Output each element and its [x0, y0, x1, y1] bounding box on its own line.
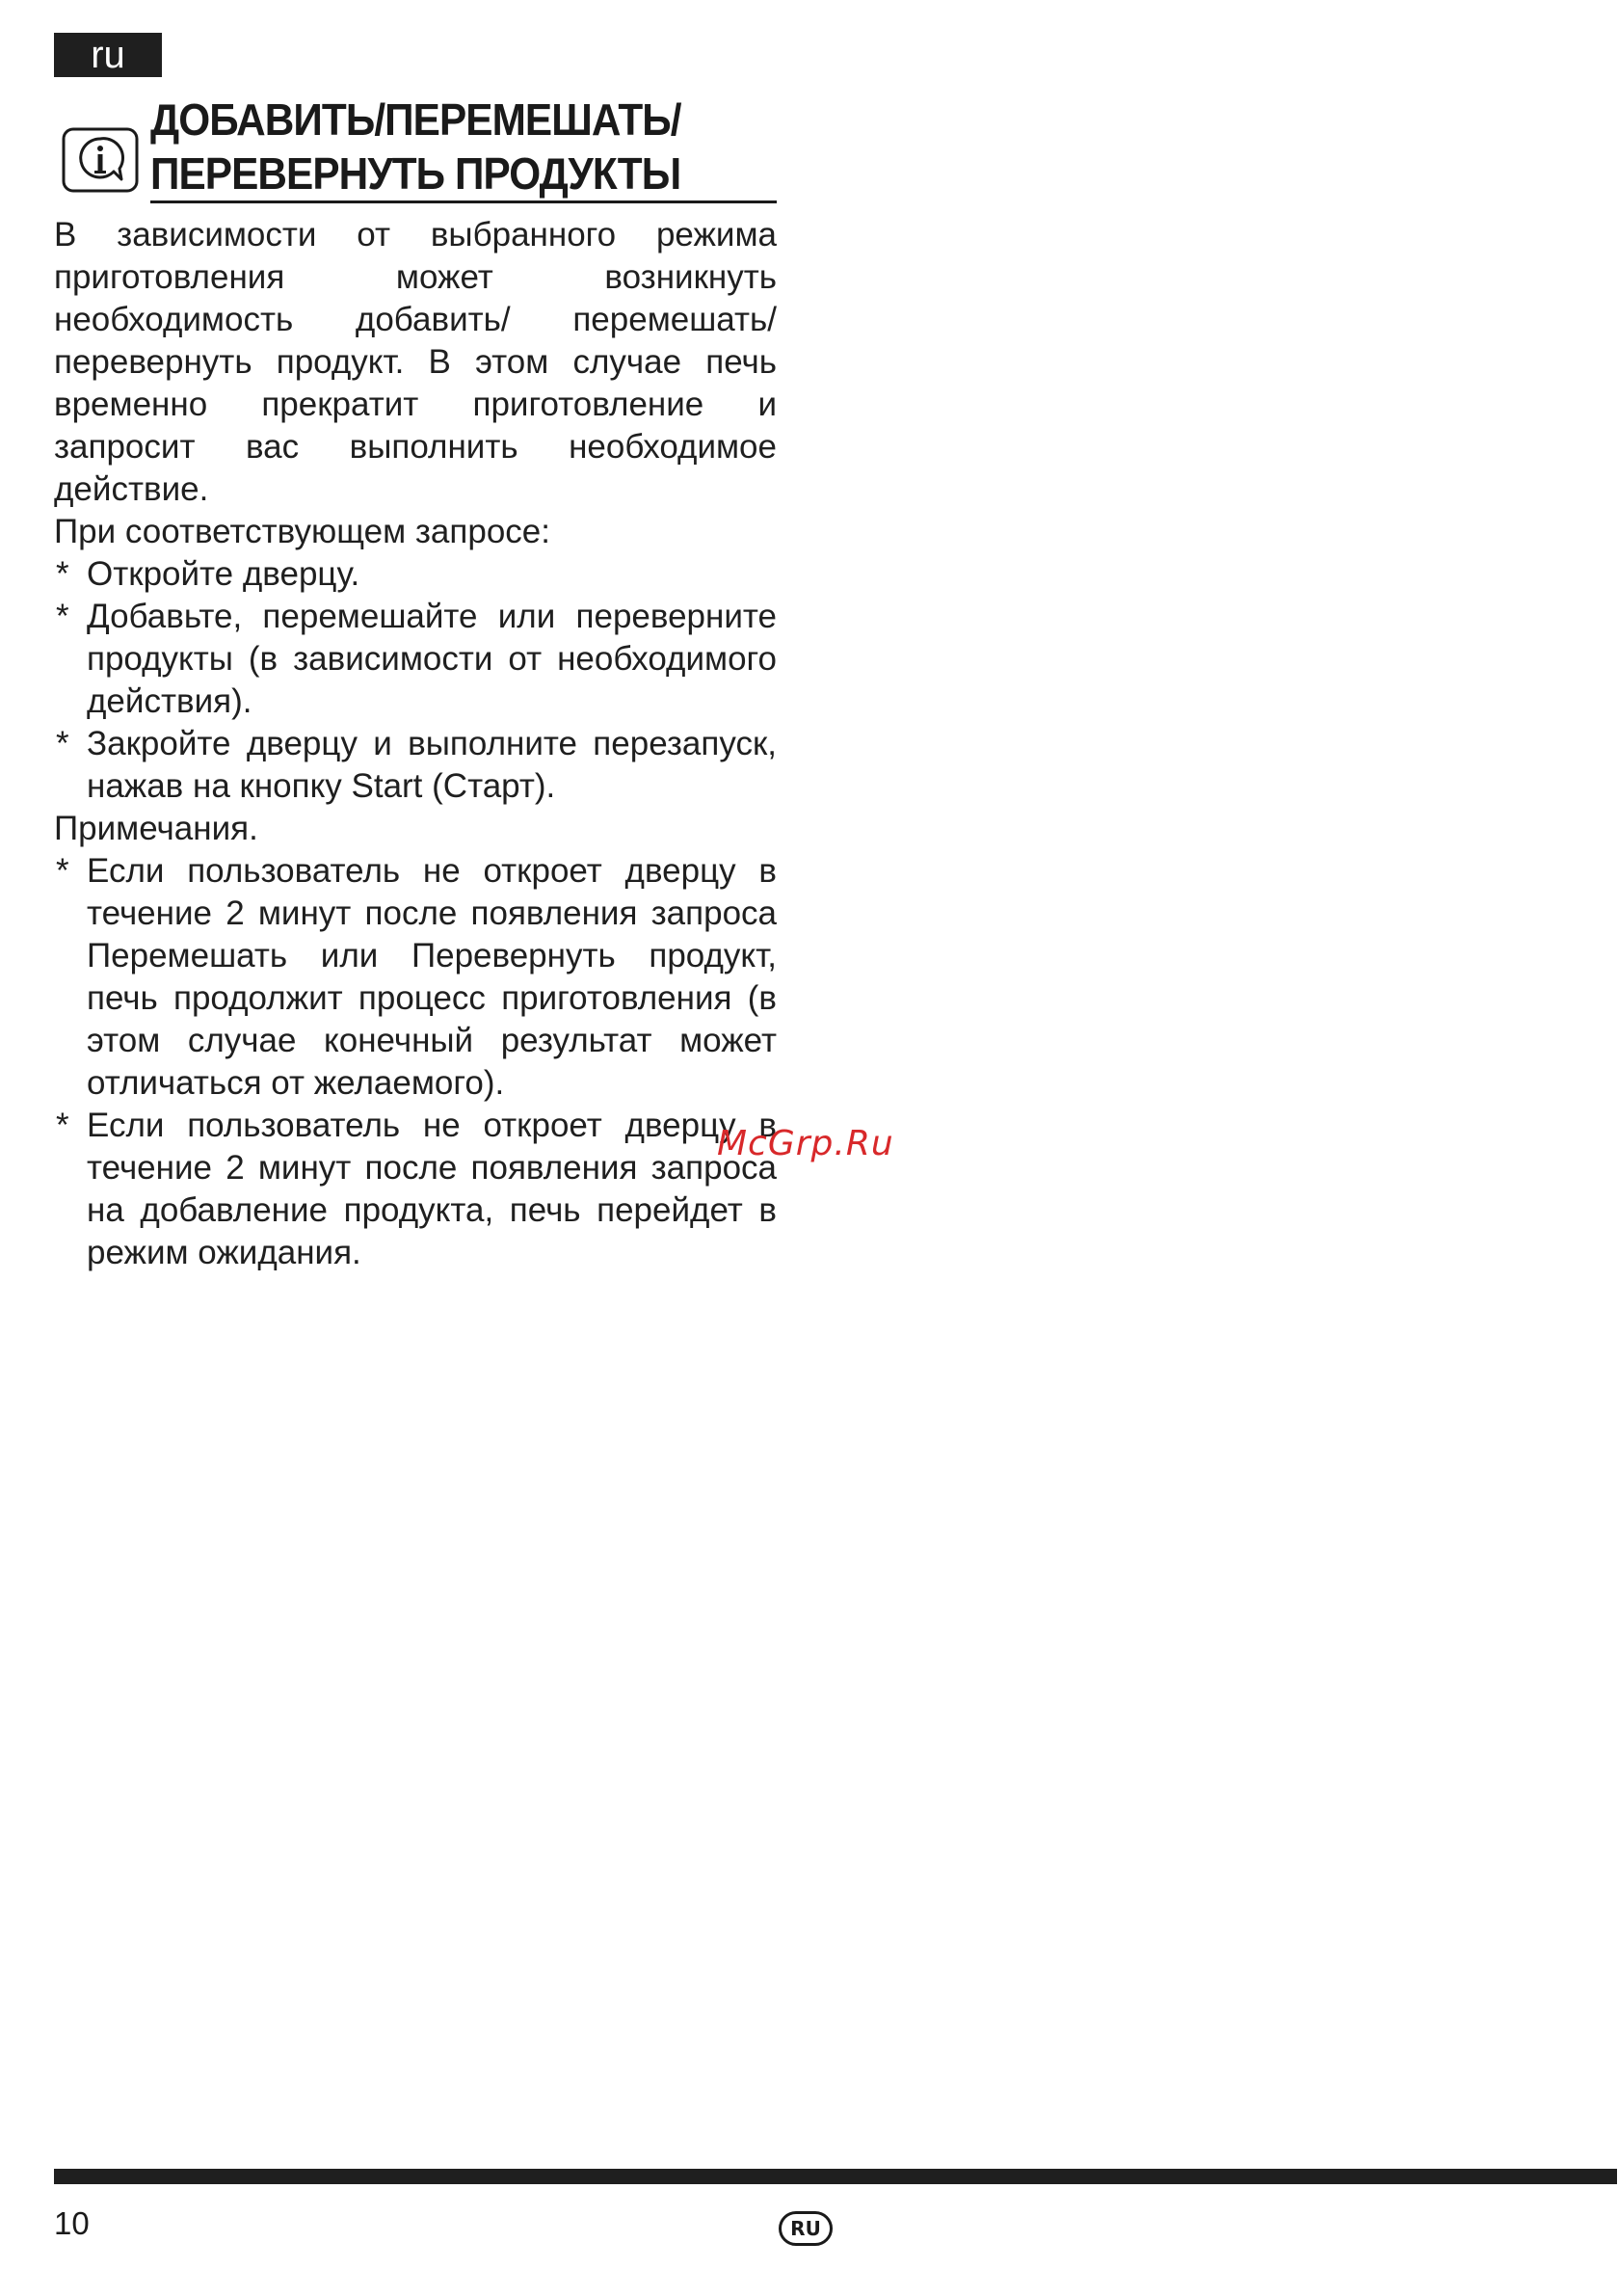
bullet-star: *	[56, 852, 69, 890]
page-number: 10	[54, 2205, 90, 2241]
list-item	[54, 553, 777, 596]
watermark: McGrp.Ru	[717, 1124, 894, 1163]
language-tab: ru	[54, 33, 162, 77]
bullet-star: *	[56, 555, 69, 593]
bullet-star: *	[56, 598, 69, 635]
info-icon	[62, 127, 139, 193]
list-item	[54, 1105, 777, 1274]
ru-badge: RU	[779, 2211, 833, 2246]
body-text	[54, 214, 777, 1274]
list-item	[54, 850, 777, 1105]
step-text: Откройте дверцу.	[87, 555, 360, 593]
note-text: Если пользователь не откроет дверцу в течение 2 минут после появления запроса Перемешать или Перевернуть продукт, печь продолжит процесс приготовления (в этом случае конечный результат может отличаться от желаемого).	[87, 852, 777, 1102]
list-item	[54, 723, 777, 808]
request-heading: При соответствующем запросе:	[54, 513, 550, 550]
bullet-star: *	[56, 725, 69, 762]
title-line-1: ДОБАВИТЬ/ПЕРЕМЕШАТЬ/	[150, 94, 681, 145]
step-text: Закройте дверцу и выполните перезапуск, нажав на кнопку Start (Старт).	[87, 725, 777, 805]
notes-list	[54, 850, 777, 1274]
intro-paragraph: В зависимости от выбранного режима приготовления может возникнуть необходимость добавить/ перемешать/ перевернуть продукт. В этом случае печь временно прекратит приготовление и запросит вас выполнить необходимое действие.	[54, 216, 777, 508]
bullet-star: *	[56, 1107, 69, 1144]
section-header	[54, 93, 777, 204]
step-text: Добавьте, перемешайте или переверните продукты (в зависимости от необходимого действия).	[87, 598, 777, 720]
note-text: Если пользователь не откроет дверцу в течение 2 минут после появления запроса на добавление продукта, печь перейдет в режим ожидания.	[87, 1107, 777, 1271]
page-title	[150, 93, 727, 200]
notes-heading: Примечания.	[54, 810, 258, 847]
footer-bar	[54, 2169, 1617, 2184]
title-line-2: ПЕРЕВЕРНУТЬ ПРОДУКТЫ	[150, 148, 681, 199]
steps-list	[54, 553, 777, 808]
list-item	[54, 596, 777, 723]
title-underline	[150, 200, 777, 203]
